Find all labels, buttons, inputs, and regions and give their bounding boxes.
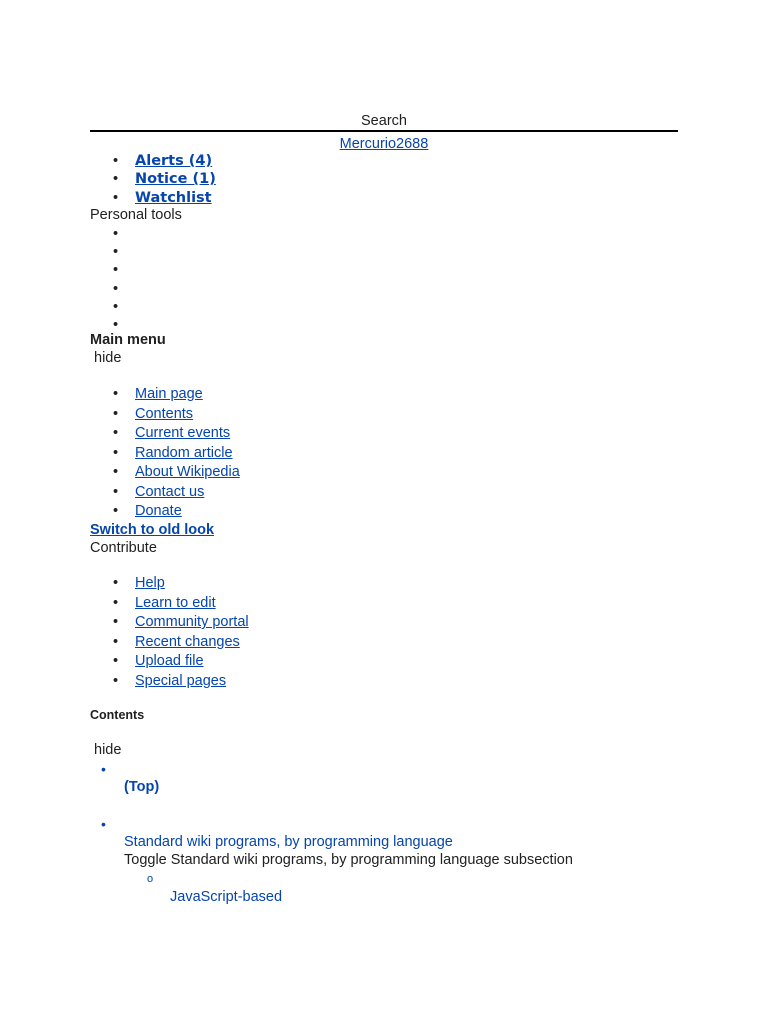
user-page-link[interactable]: Mercurio2688 — [339, 136, 429, 152]
random-article-link[interactable]: Random article — [135, 444, 233, 461]
contribute-item — [90, 574, 249, 594]
main-menu-hide-button[interactable]: hide — [94, 350, 122, 366]
contribute-heading: Contribute — [90, 540, 157, 556]
main-menu-item — [90, 502, 240, 522]
main-menu-list — [90, 385, 240, 522]
toc-bullet: • — [101, 816, 106, 832]
watchlist-link[interactable]: Watchlist — [135, 189, 212, 206]
main-menu-heading: Main menu — [90, 332, 166, 348]
contribute-item — [90, 594, 249, 614]
contribute-item — [90, 613, 249, 633]
current-events-link[interactable]: Current events — [135, 425, 231, 441]
contribute-list — [90, 574, 249, 691]
contact-us-link[interactable]: Contact us — [135, 483, 205, 500]
personal-tools-item[interactable] — [90, 298, 135, 316]
notification-notice — [90, 170, 216, 188]
contribute-item — [90, 633, 249, 653]
personal-tools-item[interactable] — [90, 243, 135, 261]
community-portal-link[interactable]: Community portal — [135, 614, 249, 630]
main-menu-item — [90, 463, 240, 483]
toc-section-toggle[interactable]: Toggle Standard wiki programs, by programming language subsection — [124, 852, 573, 868]
toc-bullet: • — [101, 761, 106, 777]
personal-tools-item[interactable] — [90, 261, 135, 279]
personal-tools-list — [90, 225, 135, 334]
search-label[interactable]: Search — [361, 113, 407, 129]
personal-tools-item[interactable] — [90, 280, 135, 298]
main-menu-item — [90, 405, 240, 425]
about-wikipedia-link[interactable]: About Wikipedia — [135, 464, 240, 480]
donate-link[interactable]: Donate — [135, 503, 182, 519]
learn-to-edit-link[interactable]: Learn to edit — [135, 594, 216, 611]
switch-to-old-look-link[interactable]: Switch to old look — [90, 522, 215, 538]
notification-alerts — [90, 152, 216, 170]
contribute-item — [90, 672, 249, 692]
main-menu-item — [90, 483, 240, 503]
switch-look-wrapper — [90, 521, 214, 539]
notification-list — [90, 152, 216, 207]
toc-subsection-link[interactable]: JavaScript-based — [170, 889, 283, 905]
notification-watchlist — [90, 189, 216, 207]
main-menu-item — [90, 385, 240, 405]
user-link-wrapper — [0, 135, 768, 153]
alerts-link[interactable]: Alerts (4) — [135, 153, 213, 169]
contents-link[interactable]: Contents — [135, 405, 194, 422]
contribute-item — [90, 652, 249, 672]
toc-hide-button[interactable]: hide — [94, 742, 122, 758]
help-link[interactable]: Help — [135, 575, 165, 591]
personal-tools-heading: Personal tools — [90, 207, 182, 223]
search-underline — [90, 130, 678, 132]
upload-file-link[interactable]: Upload file — [135, 653, 204, 669]
main-menu-item — [90, 424, 240, 444]
special-pages-link[interactable]: Special pages — [135, 672, 227, 689]
toc-heading: Contents — [90, 708, 145, 722]
toc-top-link[interactable]: (Top) — [124, 779, 160, 795]
toc-section-link[interactable]: Standard wiki programs, by programming language — [124, 834, 453, 850]
main-menu-item — [90, 444, 240, 464]
notice-link[interactable]: Notice (1) — [135, 171, 216, 188]
personal-tools-item[interactable] — [90, 225, 135, 243]
main-page-link[interactable]: Main page — [135, 386, 203, 402]
toc-sub-bullet: o — [147, 873, 154, 885]
recent-changes-link[interactable]: Recent changes — [135, 633, 240, 650]
